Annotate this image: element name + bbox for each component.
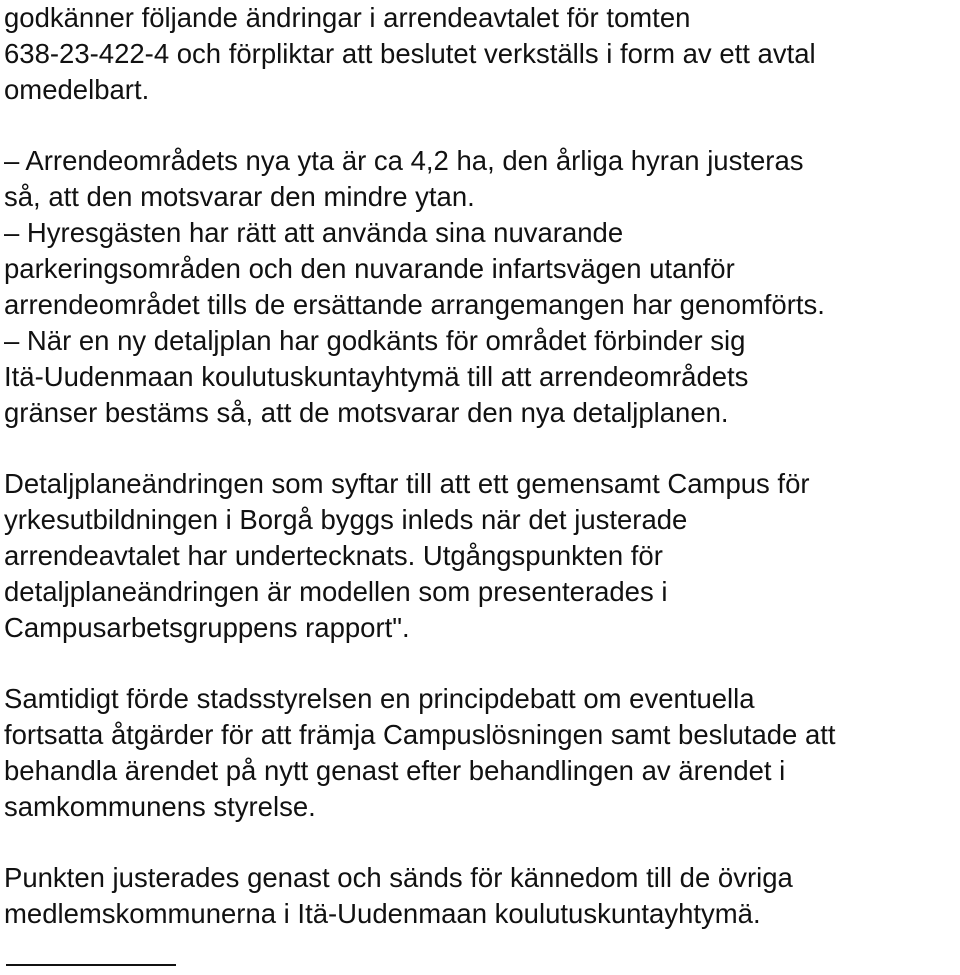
text-line: arrendeområdet tills de ersättande arrangemangen har genomförts. xyxy=(4,289,825,320)
text-line: detaljplaneändringen är modellen som presenterades i xyxy=(4,576,668,607)
list-item xyxy=(4,215,958,323)
text-line: – När en ny detaljplan har godkänts för området förbinder sig xyxy=(4,325,746,356)
paragraph-gap xyxy=(4,646,958,681)
text-line: Campusarbetsgruppens rapport". xyxy=(4,612,410,643)
detailplan-paragraph xyxy=(4,466,958,646)
text-line: arrendeavtalet har undertecknats. Utgångspunkten för xyxy=(4,540,663,571)
principle-debate-paragraph xyxy=(4,681,958,825)
text-line: behandla ärendet på nytt genast efter behandlingen av ärendet i xyxy=(4,755,786,786)
document-page xyxy=(4,0,958,932)
text-line: – Hyresgästen har rätt att använda sina nuvarande xyxy=(4,217,624,248)
text-line: fortsatta åtgärder för att främja Campuslösningen samt beslutade att xyxy=(4,719,836,750)
list-item xyxy=(4,143,958,215)
text-line: omedelbart. xyxy=(4,74,150,105)
text-line: medlemskommunerna i Itä-Uudenmaan koulutuskuntayhtymä. xyxy=(4,898,761,929)
text-line: Samtidigt förde stadsstyrelsen en principdebatt om eventuella xyxy=(4,683,755,714)
text-line: 638-23-422-4 och förpliktar att beslutet verkställs i form av ett avtal xyxy=(4,38,816,69)
text-line: parkeringsområden och den nuvarande infartsvägen utanför xyxy=(4,253,735,284)
text-line: Detaljplaneändringen som syftar till att ett gemensamt Campus för xyxy=(4,468,810,499)
change-list xyxy=(4,143,958,431)
intro-paragraph xyxy=(4,0,958,108)
text-line: – Arrendeområdets nya yta är ca 4,2 ha, den årliga hyran justeras xyxy=(4,145,804,176)
text-line: så, att den motsvarar den mindre ytan. xyxy=(4,181,475,212)
closing-paragraph xyxy=(4,860,958,932)
paragraph-gap xyxy=(4,431,958,466)
list-item xyxy=(4,323,958,431)
paragraph-gap xyxy=(4,825,958,860)
text-line: samkommunens styrelse. xyxy=(4,791,316,822)
text-line: Punkten justerades genast och sänds för kännedom till de övriga xyxy=(4,862,793,893)
text-line: gränser bestäms så, att de motsvarar den nya detaljplanen. xyxy=(4,397,729,428)
text-line: godkänner följande ändringar i arrendeavtalet för tomten xyxy=(4,2,691,33)
signature-rule xyxy=(6,964,176,966)
text-line: Itä-Uudenmaan koulutuskuntayhtymä till att arrendeområdets xyxy=(4,361,749,392)
paragraph-gap xyxy=(4,108,958,143)
text-line: yrkesutbildningen i Borgå byggs inleds när det justerade xyxy=(4,504,688,535)
